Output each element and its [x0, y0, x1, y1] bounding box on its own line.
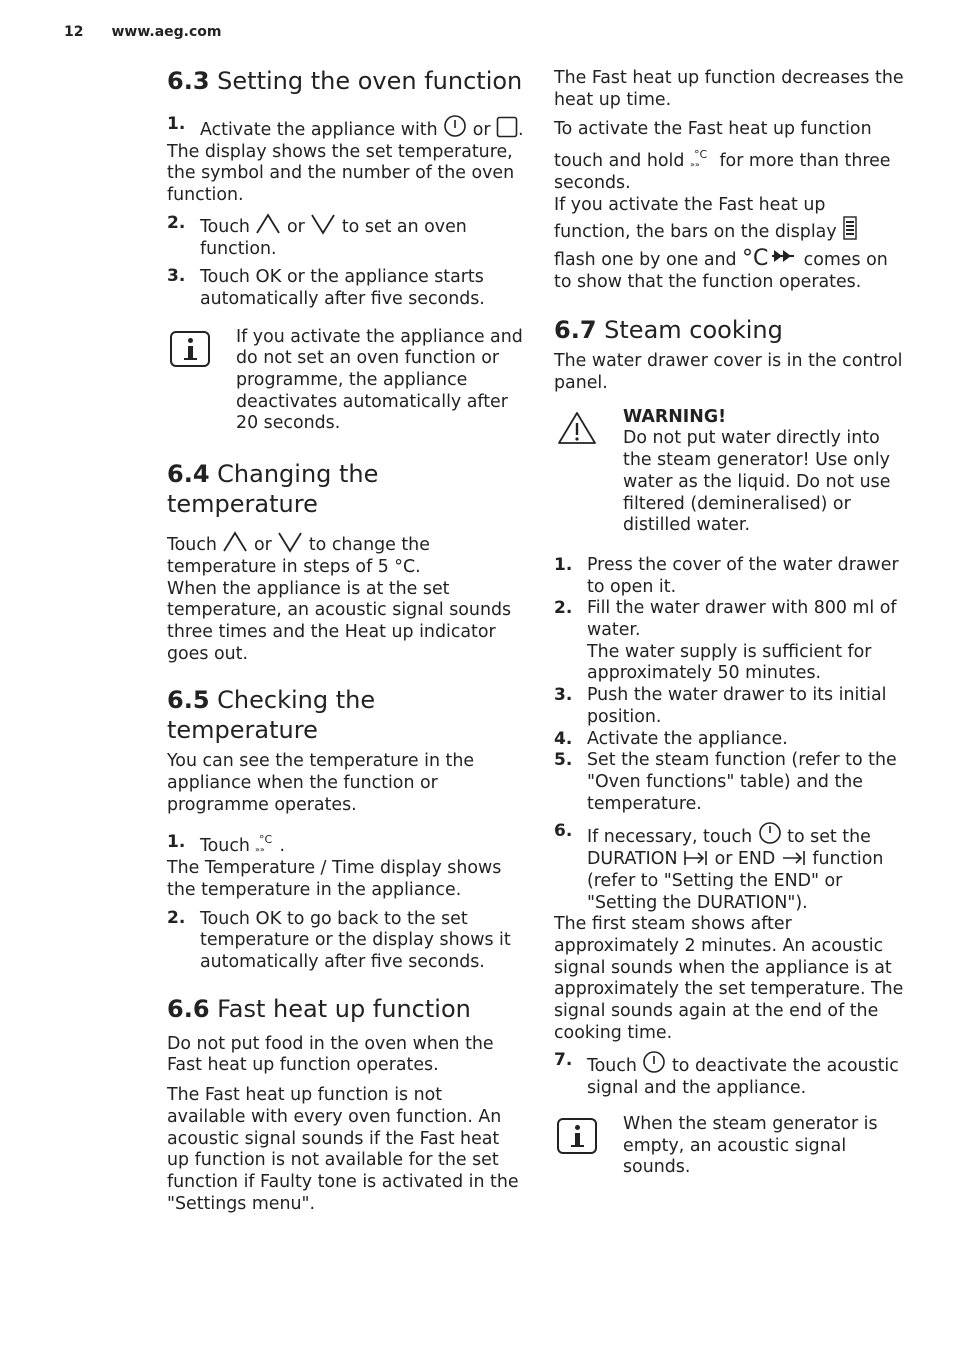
list-item: 3. Touch OK or the appliance starts automatically after five seconds. [167, 266, 485, 309]
duration-icon [683, 849, 709, 867]
section-6-4-text: Touch or to change the temperature in steps of 5 °C. [167, 531, 525, 578]
ok-icon: OK [255, 907, 282, 929]
page-number: 12 [64, 24, 84, 40]
section-6-6-text-5: touch and hold °C »» for more than three seconds. [554, 148, 891, 193]
info-icon [557, 1118, 597, 1154]
section-6-4-text-2: When the appliance is at the set temperature, an acoustic signal sounds three times and the Heat up indicator goes out. [167, 578, 512, 664]
section-6-5-text: You can see the temperature in the appliance when the function or programme operates. [167, 751, 475, 815]
up-arrow-icon [255, 213, 281, 235]
section-6-4-heading: 6.4 Changing the temperature [167, 460, 379, 519]
left-column [167, 66, 525, 1215]
list-item: 5. Set the steam function (refer to the "Oven functions" table) and the temperature. [554, 750, 897, 814]
warning-text: Do not put water directly into the steam generator! Use only water as the liquid. Do not use filtered (demineralised) or distilled water. [623, 428, 891, 536]
list-item: 6. If necessary, touch to set the DURATION or END function (refer to "Setting the END" or "Setting the DURATION"). The first steam shows after approximately 2 minutes. An acoustic signal sounds when the appliance is at approximately the set temperature. The signal sounds again at the end of the cooking time. [554, 821, 904, 1043]
clock-icon [758, 821, 782, 845]
section-6-6-text-6: If you activate the Fast heat up function, the bars on the display flash one by one and °C comes on to show that the function operates. [554, 194, 888, 292]
power-icon [443, 114, 467, 138]
svg-text:°C: °C [259, 833, 273, 847]
temperature-icon [690, 147, 714, 169]
list-item: 2. Fill the water drawer with 800 ml of water. The water supply is sufficient for approximately 50 minutes. [554, 598, 897, 684]
list-item: 1. Activate the appliance with or . The display shows the set temperature, the symbol and the number of the oven function. [167, 114, 524, 206]
info-note: When the steam generator is empty, an acoustic signal sounds. [554, 1114, 904, 1179]
list-item: 2. Touch or to set an oven function. [167, 212, 467, 259]
section-6-6-text-1: Do not put food in the oven when the Fast heat up function operates. [167, 1033, 494, 1076]
section-6-3-steps [167, 114, 525, 311]
up-arrow-icon [222, 531, 248, 553]
section-6-7-heading: 6.7 Steam cooking [554, 316, 783, 345]
section-6-7-text: The water drawer cover is in the control panel. [554, 351, 903, 394]
warning-icon [557, 411, 597, 445]
section-6-6-heading: 6.6 Fast heat up function [167, 994, 471, 1023]
display-bars-icon [842, 216, 858, 240]
list-item: 1. Press the cover of the water drawer to open it. [554, 554, 899, 597]
page-header [64, 24, 222, 40]
warning-note [554, 407, 904, 537]
list-item: 7. Touch to deactivate the acoustic signal and the appliance. [554, 1050, 899, 1099]
svg-text:»»: »» [255, 845, 266, 855]
power-icon [642, 1050, 666, 1074]
section-6-7-steps [554, 555, 904, 1100]
list-item: 2. Touch OK to go back to the set temperature or the display shows it automatically after five seconds. [167, 907, 511, 972]
down-arrow-icon [310, 213, 336, 235]
section-6-6-text-4: To activate the Fast heat up function [554, 119, 872, 140]
svg-text:°C: °C [742, 245, 769, 268]
info-note: If you activate the appliance and do not set an oven function or programme, the appliance deactivates automatically after 20 seconds. [167, 327, 525, 436]
svg-text:°C: °C [693, 148, 708, 162]
info-icon [170, 331, 210, 367]
menu-square-icon [496, 116, 518, 138]
section-6-6-text-2: The Fast heat up function is not available with every oven function. An acoustic signal sounds if the Fast heat up function is not available for the set function if Faulty tone is activated in the "Settings menu". [167, 1085, 519, 1214]
section-6-3-heading: 6.3 Setting the oven function [167, 67, 523, 95]
right-column [554, 68, 904, 1179]
warning-title: WARNING! [623, 406, 727, 427]
list-item: 4. Activate the appliance. [554, 728, 788, 749]
down-arrow-icon [277, 531, 303, 553]
section-6-5-steps [167, 832, 525, 973]
list-item: 3. Push the water drawer to its initial position. [554, 685, 887, 727]
section-6-5-heading: 6.5 Checking the temperature [167, 686, 376, 745]
section-6-6-text-3: The Fast heat up function decreases the heat up time. [554, 68, 904, 110]
website-url: www.aeg.com [111, 24, 222, 40]
ok-icon: OK [255, 266, 282, 288]
list-item: 1. Touch °C »» . The Temperature / Time display shows the temperature in the appliance. [167, 832, 502, 900]
svg-text:»»: »» [689, 160, 700, 170]
fast-heat-icon [742, 244, 798, 268]
temperature-icon [255, 832, 279, 854]
end-icon [781, 849, 807, 867]
